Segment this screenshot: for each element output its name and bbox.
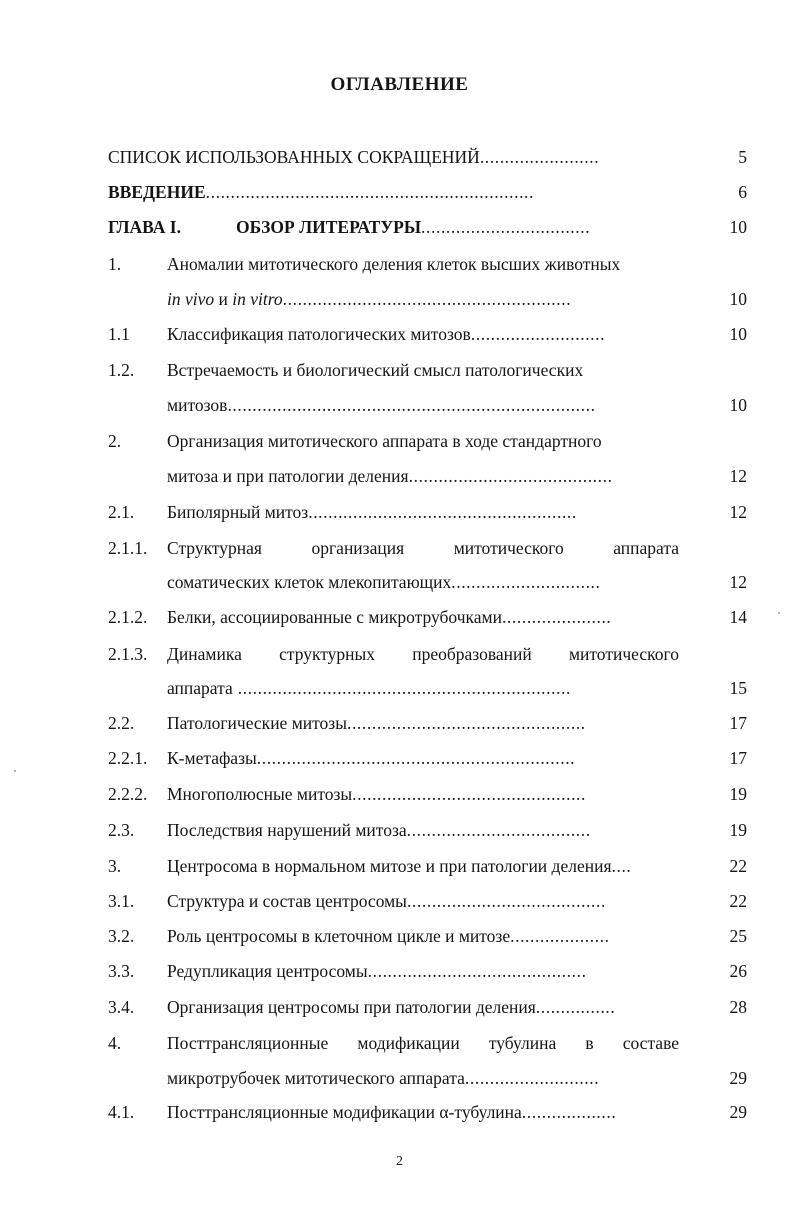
toc-entry-text: Белки, ассоциированные с микротрубочками bbox=[167, 607, 502, 627]
leader-dots: ................... bbox=[521, 1102, 617, 1122]
leader-dots: ................................................ bbox=[346, 713, 586, 733]
leader-dots: ........................... bbox=[464, 1068, 600, 1088]
toc-entry-number: 3.2. bbox=[108, 926, 135, 946]
toc-entry-text: Патологические митозы bbox=[167, 713, 347, 733]
leader-dots: .................................................................. bbox=[205, 182, 534, 202]
toc-entry-text: СПИСОК ИСПОЛЬЗОВАННЫХ СОКРАЩЕНИЙ bbox=[108, 147, 480, 167]
leader-dots: ...................................................... bbox=[308, 502, 577, 522]
leader-dots: ......................................... bbox=[408, 466, 613, 486]
leader-dots: ................ bbox=[535, 997, 616, 1017]
toc-entry-text: Редупликация центросомы bbox=[167, 961, 368, 981]
leader-dots: ................................................................ bbox=[256, 748, 576, 768]
toc-entry-text: Структурная организация митотического аппарата bbox=[167, 538, 679, 558]
leader-dots: ................................................................... bbox=[232, 678, 572, 698]
leader-dots: .............................. bbox=[451, 572, 601, 592]
toc-entry-page: 29 bbox=[729, 1102, 747, 1122]
toc-entry-page: 22 bbox=[729, 856, 747, 876]
toc-entry-number: 2.1.2. bbox=[108, 607, 148, 627]
toc-entry-number: 4.1. bbox=[108, 1102, 135, 1122]
leader-dots: ............................................ bbox=[367, 961, 587, 981]
leader-dots: ............................................... bbox=[352, 784, 586, 804]
toc-entry-text: Посттрансляционные модификации тубулина в составе bbox=[167, 1033, 679, 1053]
toc-entry-text: Встречаемость и биологический смысл патологических bbox=[167, 360, 584, 380]
toc-entry-page: 14 bbox=[729, 607, 747, 627]
toc-entry-number: 3.1. bbox=[108, 891, 135, 911]
toc-entry-page: 19 bbox=[729, 784, 747, 804]
toc-entry-text: Классификация патологических митозов bbox=[167, 324, 471, 344]
toc-entry-number: 3.3. bbox=[108, 961, 135, 981]
toc-entry-page: 10 bbox=[729, 289, 747, 309]
leader-dots: ..................................... bbox=[406, 820, 591, 840]
scan-speck bbox=[778, 612, 780, 614]
toc-entry-page: 10 bbox=[729, 395, 747, 415]
toc-entry-text: Биполярный митоз bbox=[167, 502, 309, 522]
toc-entry-page: 12 bbox=[729, 502, 747, 522]
leader-dots: .... bbox=[611, 856, 632, 876]
toc-entry-text: Организация центросомы при патологии деления bbox=[167, 997, 536, 1017]
leader-dots: ........................ bbox=[479, 147, 600, 167]
toc-entry-number: 2.2. bbox=[108, 713, 135, 733]
leader-dots: .................... bbox=[510, 926, 610, 946]
toc-entry-number: 2. bbox=[108, 431, 122, 451]
toc-entry-text: ОБЗОР ЛИТЕРАТУРЫ bbox=[236, 217, 422, 237]
toc-entry-page: 22 bbox=[729, 891, 747, 911]
toc-entry-page: 6 bbox=[738, 182, 747, 202]
leader-dots: ...................... bbox=[501, 607, 612, 627]
toc-entry-text: Аномалии митотического деления клеток высших животных bbox=[167, 254, 621, 274]
toc-entry-page: 17 bbox=[729, 748, 747, 768]
toc-entry-text: Структура и состав центросомы bbox=[167, 891, 407, 911]
toc-entry-text: Динамика структурных преобразований митотического bbox=[167, 644, 679, 664]
page-number: 2 bbox=[396, 1154, 403, 1169]
toc-entry-number: 3. bbox=[108, 856, 122, 876]
toc-entry-number: 2.1.1. bbox=[108, 538, 148, 558]
toc-entry-page: 28 bbox=[729, 997, 747, 1017]
toc-entry-page: 5 bbox=[738, 147, 747, 167]
toc-entry-page: 12 bbox=[729, 466, 747, 486]
toc-entry-number: ГЛАВА I. bbox=[108, 217, 181, 237]
document-page: ОГЛАВЛЕНИЕ СПИСОК ИСПОЛЬЗОВАННЫХ СОКРАЩЕНИЙ........................ 5 ВВЕДЕНИЕ.................................................................. 6 ГЛАВА I. ОБЗОР ЛИТЕРАТУРЫ.................................. 10 1. Аномалии митотического деления клеток высших животных in vivo и in vitro.......................................................... 10 1.1 Классификация патологических митозов........................... 10 1.2. Встречаемость и биологический смысл патологических митозов.......................................................................... 10 2. Организация митотического аппарата в ходе стандартного митоза и при патологии деления......................................... 12 2.1. Биполярный митоз...................................................... 12 2.1.1. Структурная организация митотического аппарата соматических клеток млекопитающих.............................. 12 2.1.2. Белки, ассоциированные с микротрубочками...................... 14 2.1.3. Динамика структурных преобразований митотического аппарата ................................................................... 15 2.2. Патологические митозы................................................ 17 2.2.1. К-метафазы................................................................ 17 2.2.2. Многополюсные митозы............................................... 19 2.3. Последствия нарушений митоза..................................... 19 3. Центросома в нормальном митозе и при патологии деления.... 22 3.1. Структура и состав центросомы........................................ 22 3.2. Роль центросомы в клеточном цикле и митозе.................... 25 3.3. Редупликация центросомы............................................ 26 3.4. Организация центросомы при патологии деления................ 28 4. Посттрансляционные модификации тубулина в составе микротрубочек митотического аппарата........................... 29 4.1. Посттрансляционные модификации α-тубулина................... 29 2 bbox=[0, 0, 799, 1207]
toc-entry-page: 26 bbox=[729, 961, 747, 981]
toc-entry-number: 2.2.2. bbox=[108, 784, 148, 804]
toc-entry-text: Организация митотического аппарата в ходе стандартного bbox=[167, 431, 602, 451]
toc-entry-text: Роль центросомы в клеточном цикле и митозе bbox=[167, 926, 511, 946]
page-title: ОГЛАВЛЕНИЕ bbox=[330, 74, 469, 95]
leader-dots: .................................. bbox=[421, 217, 591, 237]
toc-entry-text: Многополюсные митозы bbox=[167, 784, 353, 804]
toc-entry-page: 25 bbox=[729, 926, 747, 946]
leader-dots: .......................................................... bbox=[282, 289, 572, 309]
toc-entry-text: ВВЕДЕНИЕ bbox=[108, 182, 206, 202]
toc-entry-text: Посттрансляционные модификации α-тубулина bbox=[167, 1102, 522, 1122]
toc-entry-page: 10 bbox=[729, 217, 747, 237]
toc-entry-number: 1. bbox=[108, 254, 122, 274]
toc-entry-number: 2.1.3. bbox=[108, 644, 148, 664]
toc-entry-number: 2.3. bbox=[108, 820, 135, 840]
toc-entry-text: Последствия нарушений митоза bbox=[167, 820, 407, 840]
toc-entry-number: 1.1 bbox=[108, 324, 130, 344]
toc-entry-page: 15 bbox=[729, 678, 747, 698]
toc-entry-text: Центросома в нормальном митозе и при патологии деления bbox=[167, 856, 612, 876]
leader-dots: ........................................ bbox=[406, 891, 606, 911]
toc-entry-number: 1.2. bbox=[108, 360, 135, 380]
toc-entry-number: 2.2.1. bbox=[108, 748, 148, 768]
toc-entry-page: 12 bbox=[729, 572, 747, 592]
leader-dots: ........................... bbox=[470, 324, 606, 344]
toc-entry-number: 3.4. bbox=[108, 997, 135, 1017]
toc-entry-page: 19 bbox=[729, 820, 747, 840]
toc-entry-page: 10 bbox=[729, 324, 747, 344]
toc-entry-text: К-метафазы bbox=[167, 748, 257, 768]
leader-dots: .......................................................................... bbox=[227, 395, 596, 415]
toc-entry-number: 4. bbox=[108, 1033, 122, 1053]
toc-entry-page: 29 bbox=[729, 1068, 747, 1088]
toc-entry-page: 17 bbox=[729, 713, 747, 733]
toc-entry-number: 2.1. bbox=[108, 502, 135, 522]
scan-speck bbox=[14, 770, 16, 772]
